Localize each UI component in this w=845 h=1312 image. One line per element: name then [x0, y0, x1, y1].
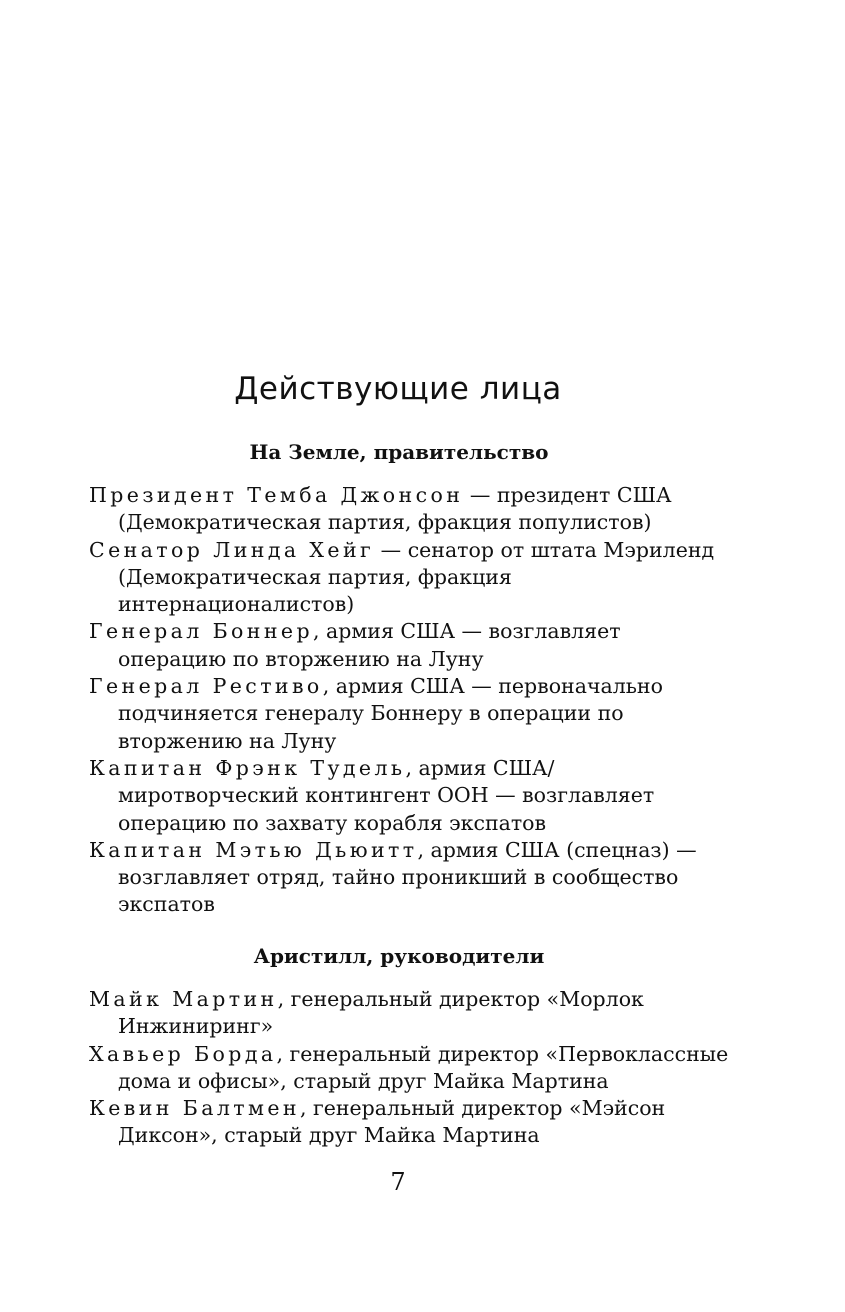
character-description: , генеральный директор «Первоклассные дома и офисы», старый друг Майка Мартина: [118, 1041, 729, 1093]
section-heading: На Земле, правительство: [249, 440, 549, 464]
character-name: Капитан Фрэнк Тудель: [89, 755, 406, 780]
character-entry: [89, 482, 729, 537]
page-number: 7: [390, 1168, 406, 1196]
character-description: , армия США (спецназ) — возглавляет отряд, тайно проникший в сообщество экспатов: [118, 837, 697, 917]
character-name: Генерал Боннер: [89, 619, 313, 644]
character-description: , армия США — возглавляет операцию по вторжению на Луну: [118, 619, 621, 671]
character-name: Хавьер Борда: [89, 1041, 277, 1066]
character-description: , генеральный директор «Морлок Инжиниринг»: [118, 987, 644, 1039]
character-entry: [89, 618, 729, 673]
character-description: , армия США — первоначально подчиняется генералу Боннеру в операции по вторжению на Луну: [118, 674, 663, 753]
character-description: , генеральный директор «Мэйсон Диксон», старый друг Майка Мартина: [118, 1096, 666, 1148]
character-name: Сенатор Линда Хейг: [89, 537, 375, 562]
section-government: [89, 439, 729, 919]
character-entry: [89, 1041, 729, 1096]
character-description: — сенатор от штата Мэриленд (Демократическая партия, фракция интернационалистов): [118, 537, 715, 617]
character-entry: [89, 673, 729, 755]
character-entry: [89, 986, 729, 1041]
character-name: Капитан Мэтью Дьюитт: [89, 837, 418, 862]
character-name: Генерал Рестиво: [89, 674, 323, 699]
section-aristill: [89, 943, 729, 1150]
section-heading: Аристилл, руководители: [253, 944, 545, 968]
character-entry: [89, 537, 729, 619]
character-entry: [89, 1095, 729, 1150]
character-name: Майк Мартин: [89, 987, 278, 1011]
character-name: Президент Темба Джонсон: [89, 483, 464, 507]
page-title: Действующие лица: [234, 371, 562, 407]
character-entry: [89, 755, 729, 837]
character-description: — президент США (Демократическая партия, фракция популистов): [118, 483, 672, 535]
character-name: Кевин Балтмен: [89, 1096, 300, 1121]
character-entry: [89, 837, 729, 919]
character-description: , армия США/миротворческий контингент ООН — возглавляет операцию по захвату корабля экспатов: [118, 755, 655, 835]
